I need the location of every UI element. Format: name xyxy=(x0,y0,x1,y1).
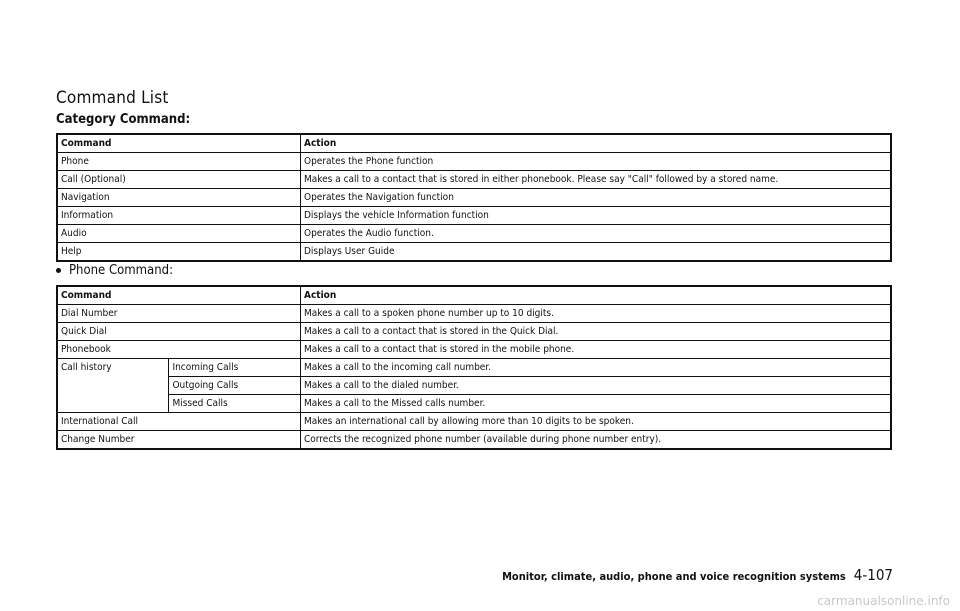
table-header-row xyxy=(57,286,891,305)
subcommand-cell: Outgoing Calls xyxy=(169,377,301,395)
action-cell: Makes a call to the Missed calls number. xyxy=(301,395,892,413)
command-cell: Audio xyxy=(57,225,301,243)
table-row xyxy=(57,341,891,359)
command-cell: Phonebook xyxy=(57,341,301,359)
watermark: carmanualsonline.info xyxy=(817,594,950,608)
phone-command-table xyxy=(56,285,892,450)
table-row xyxy=(57,395,891,413)
table-row xyxy=(57,243,891,262)
bullet-icon xyxy=(56,268,61,273)
table-row xyxy=(57,377,891,395)
table-row xyxy=(57,305,891,323)
command-cell: Call (Optional) xyxy=(57,171,301,189)
table-row xyxy=(57,189,891,207)
table-row xyxy=(57,359,891,377)
command-cell: Phone xyxy=(57,153,301,171)
table-row xyxy=(57,225,891,243)
command-cell: Change Number xyxy=(57,431,301,450)
table-row xyxy=(57,431,891,450)
column-header-command: Command xyxy=(61,138,112,149)
table-header-row xyxy=(57,134,891,153)
command-cell: Quick Dial xyxy=(57,323,301,341)
table-row xyxy=(57,413,891,431)
chapter-title: Monitor, climate, audio, phone and voice recognition systems xyxy=(502,570,846,583)
action-cell: Makes a call to a spoken phone number up to 10 digits. xyxy=(301,305,892,323)
action-cell: Makes a call to the dialed number. xyxy=(301,377,892,395)
column-header-action: Action xyxy=(301,286,892,305)
action-cell: Operates the Audio function. xyxy=(301,225,892,243)
command-cell: International Call xyxy=(57,413,301,431)
action-cell: Corrects the recognized phone number (available during phone number entry). xyxy=(301,431,892,450)
section-title: Command List xyxy=(56,88,169,108)
command-cell: Call history xyxy=(57,359,169,413)
page-footer xyxy=(0,566,893,584)
table-row xyxy=(57,153,891,171)
command-cell: Navigation xyxy=(57,189,301,207)
table-row xyxy=(57,207,891,225)
action-cell: Makes a call to a contact that is stored in either phonebook. Please say "Call" followed by a stored name. xyxy=(301,171,892,189)
column-header-action: Action xyxy=(301,134,892,153)
action-cell: Makes an international call by allowing more than 10 digits to be spoken. xyxy=(301,413,892,431)
table-row xyxy=(57,323,891,341)
phone-command-heading xyxy=(56,263,173,278)
subcommand-cell: Missed Calls xyxy=(169,395,301,413)
phone-command-heading-text: Phone Command: xyxy=(69,263,174,278)
command-cell: Information xyxy=(57,207,301,225)
action-cell: Makes a call to a contact that is stored in the mobile phone. xyxy=(301,341,892,359)
action-cell: Makes a call to a contact that is stored in the Quick Dial. xyxy=(301,323,892,341)
action-cell: Displays User Guide xyxy=(301,243,892,262)
category-command-table xyxy=(56,133,892,262)
command-cell: Help xyxy=(57,243,301,262)
action-cell: Operates the Phone function xyxy=(301,153,892,171)
subcommand-cell: Incoming Calls xyxy=(169,359,301,377)
action-cell: Makes a call to the incoming call number. xyxy=(301,359,892,377)
category-command-heading: Category Command: xyxy=(56,112,191,127)
column-header-command: Command xyxy=(61,290,112,301)
command-cell: Dial Number xyxy=(57,305,301,323)
table-row xyxy=(57,171,891,189)
page-number: 4-107 xyxy=(853,566,893,584)
action-cell: Operates the Navigation function xyxy=(301,189,892,207)
action-cell: Displays the vehicle Information function xyxy=(301,207,892,225)
